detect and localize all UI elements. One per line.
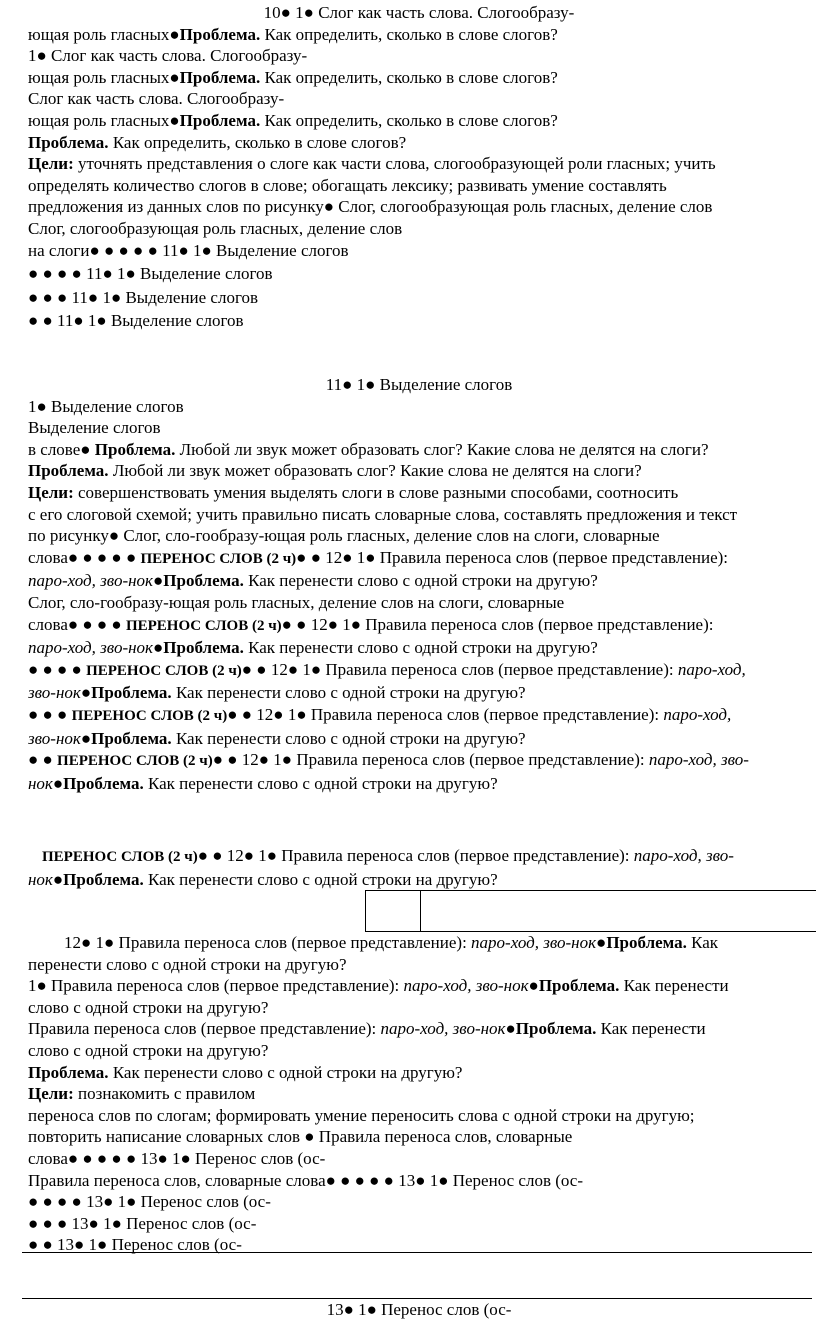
text-line: слово с одной строки на другую? <box>28 997 269 1017</box>
lesson-10-section <box>28 2 810 332</box>
text-line: слова● ● ● ● ПЕРЕНОС СЛОВ (2 ч)● ● 12● 1● Правила переноса слов (первое представление): <box>28 614 714 634</box>
text-line: Слог, сло-гообразу-ющая роль гласных, деление слов на слоги, словарные <box>28 592 565 612</box>
table-fragment <box>365 890 816 932</box>
text-line: нок●Проблема. Как перенести слово с одной строки на другую? <box>28 869 498 889</box>
text-line: Выделение слогов <box>28 418 161 438</box>
footer-section <box>28 1299 810 1321</box>
text-line: Правила переноса слов, словарные слова● ● ● ● ● 13● 1● Перенос слов (ос- <box>28 1170 584 1190</box>
text-line: слова● ● ● ● ● ПЕРЕНОС СЛОВ (2 ч)● ● 12● 1● Правила переноса слов (первое представление): <box>28 547 729 567</box>
divider-line <box>22 1252 812 1253</box>
table-divider <box>420 891 421 931</box>
text-line: Слог, слогообразующая роль гласных, деление слов <box>28 218 403 238</box>
text-line: 1● Правила переноса слов (первое представление): паро-ход, зво-нок●Проблема. Как перенести <box>28 976 729 996</box>
text-line: повторить написание словарных слов ● Правила переноса слов, словарные <box>28 1127 573 1147</box>
text-line: ● ● 11● 1● Выделение слогов <box>28 311 244 331</box>
text-line: 1● Слог как часть слова. Слогообразу- <box>28 46 308 66</box>
section-heading: 10● 1● Слог как часть слова. Слогообразу- <box>263 3 575 22</box>
text-line: ● ● ● ● ПЕРЕНОС СЛОВ (2 ч)● ● 12● 1● Правила переноса слов (первое представление): паро-ход, <box>28 659 746 679</box>
text-line: зво-нок●Проблема. Как перенести слово с одной строки на другую? <box>28 683 526 703</box>
text-line: ● ● ● ● 13● 1● Перенос слов (ос- <box>28 1192 271 1212</box>
text-line: переноса слов по слогам; формировать умение переносить слова с одной строки на другую; <box>28 1105 695 1125</box>
text-line: паро-ход, зво-нок●Проблема. Как перенести слово с одной строки на другую? <box>28 638 598 658</box>
text-line: ющая роль гласных●Проблема. Как определить, сколько в слове слогов? <box>28 67 558 87</box>
text-line: 1● Выделение слогов <box>28 396 184 416</box>
problem-line: Проблема. Как определить, сколько в слове слогов? <box>28 132 407 152</box>
text-line: паро-ход, зво-нок●Проблема. Как перенести слово с одной строки на другую? <box>28 571 598 591</box>
text-line: Правила переноса слов (первое представление): паро-ход, зво-нок●Проблема. Как перенести <box>28 1019 706 1039</box>
text-line: ющая роль гласных●Проблема. Как определить, сколько в слове слогов? <box>28 24 558 44</box>
text-line: на слоги● ● ● ● ● 11● 1● Выделение слогов <box>28 240 349 260</box>
text-line: Слог как часть слова. Слогообразу- <box>28 89 285 109</box>
goals-line: Цели: совершенствовать умения выделять слоги в слове разными способами, соотносить <box>28 482 679 502</box>
goals-line: Цели: уточнять представления о слоге как части слова, слогообразующей роли гласных; учить <box>28 154 716 174</box>
text-line: ● ● ● 11● 1● Выделение слогов <box>28 287 259 307</box>
text-line: с его слоговой схемой; учить правильно писать словарные слова, составлять предложения и текст <box>28 504 738 524</box>
text-line: ● ● 13● 1● Перенос слов (ос- <box>28 1235 242 1255</box>
text-line: ● ● ПЕРЕНОС СЛОВ (2 ч)● ● 12● 1● Правила переноса слов (первое представление): паро-ход, зво- <box>28 750 749 770</box>
section-heading: 11● 1● Выделение слогов <box>325 375 513 394</box>
text-line: перенести слово с одной строки на другую? <box>28 954 347 974</box>
text-line: в слове● Проблема. Любой ли звук может образовать слог? Какие слова не делятся на слоги? <box>28 439 709 459</box>
text-line: зво-нок●Проблема. Как перенести слово с одной строки на другую? <box>28 728 526 748</box>
text-line: ● ● ● ● 11● 1● Выделение слогов <box>28 264 273 284</box>
goals-line: Цели: познакомить с правилом <box>28 1084 256 1104</box>
text-line: слова● ● ● ● ● 13● 1● Перенос слов (ос- <box>28 1148 326 1168</box>
text-line: по рисунку● Слог, сло-гообразу-ющая роль гласных, деление слов на слоги, словарные <box>28 526 660 546</box>
problem-line: Проблема. Любой ли звук может образовать слог? Какие слова не делятся на слоги? <box>28 461 642 481</box>
text-line: 12● 1● Правила переноса слов (первое представление): паро-ход, зво-нок●Проблема. Как <box>64 933 719 952</box>
footer-heading: 13● 1● Перенос слов (ос- <box>326 1300 512 1319</box>
transfer-heading-section <box>28 845 810 890</box>
problem-line: Проблема. Как перенести слово с одной строки на другую? <box>28 1062 463 1082</box>
text-line: ющая роль гласных●Проблема. Как определить, сколько в слове слогов? <box>28 110 558 130</box>
text-line: предложения из данных слов по рисунку● Слог, слогообразующая роль гласных, деление слов <box>28 197 713 217</box>
lesson-11-section <box>28 374 810 794</box>
text-line: ПЕРЕНОС СЛОВ (2 ч)● ● 12● 1● Правила переноса слов (первое представление): паро-ход, зво- <box>42 846 734 865</box>
lesson-12-section <box>28 932 810 1256</box>
text-line: слово с одной строки на другую? <box>28 1040 269 1060</box>
text-line: определять количество слогов в слове; обогащать лексику; развивать умение составлять <box>28 175 667 195</box>
text-line: нок●Проблема. Как перенести слово с одной строки на другую? <box>28 773 498 793</box>
text-line: ● ● ● 13● 1● Перенос слов (ос- <box>28 1213 257 1233</box>
text-line: ● ● ● ПЕРЕНОС СЛОВ (2 ч)● ● 12● 1● Правила переноса слов (первое представление): паро-ход, <box>28 704 732 724</box>
